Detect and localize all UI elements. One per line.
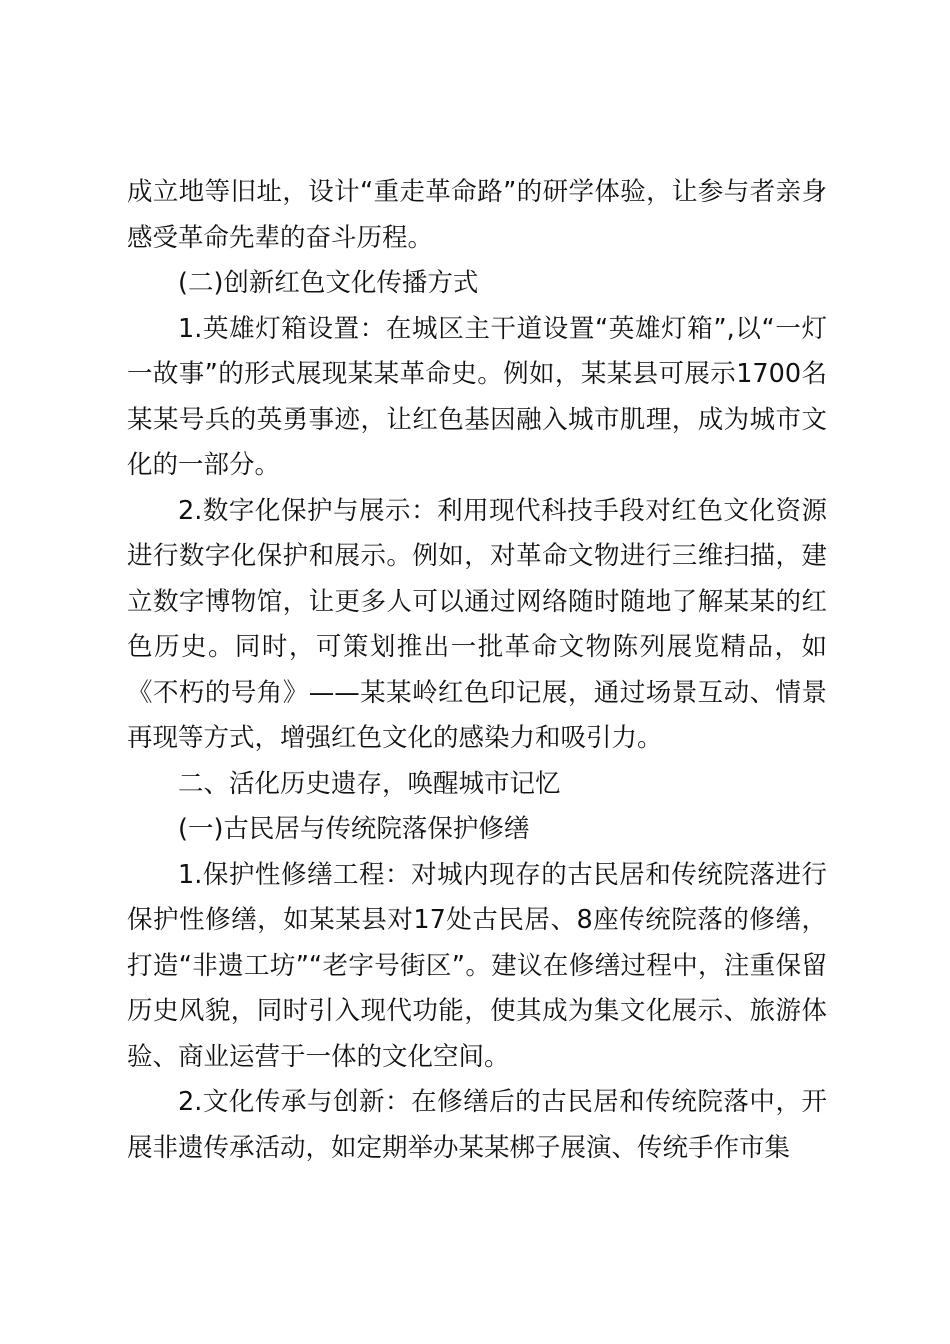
paragraph-digital-protection: 2.数字化保护与展示：利用现代科技手段对红色文化资源进行数字化保护和展示。例如，对革命文物进行三维扫描，建立数字博物馆，让更多人可以通过网络随时随地了解某某的红色历史。同时，可策划推出一批革命文物陈列展览精品，如《不朽的号角》——某某岭红色印记展，通过场景互动、情景再现等方式，增强红色文化的感染力和吸引力。 (127, 495, 827, 753)
document-body (127, 170, 827, 1171)
paragraph-hero-lightbox: 1.英雄灯箱设置：在城区主干道设置“英雄灯箱”,以“一灯一故事”的形式展现某某革命史。例如，某某县可展示1700名某某号兵的英勇事迹，让红色基因融入城市肌理，成为城市文化的一部分。 (127, 313, 827, 480)
subheading-innovate-communication: (二)创新红色文化传播方式 (178, 268, 479, 298)
paragraph-restoration-project: 1.保护性修缮工程：对城内现存的古民居和传统院落进行保护性修缮，如某某县对17处古民居、8座传统院落的修缮，打造“非遗工坊”“老字号街区”。建议在修缮过程中，注重保留历史风貌，同时引入现代功能，使其成为集文化展示、旅游体验、商业运营于一体的文化空间。 (127, 859, 827, 1072)
paragraph-continuation: 成立地等旧址，设计“重走革命路”的研学体验，让参与者亲身感受革命先辈的奋斗历程。 (127, 177, 827, 253)
section-heading-historical-remains: 二、活化历史遗存，唤醒城市记忆 (178, 768, 561, 799)
subheading-ancient-dwellings: (一)古民居与传统院落保护修缮 (178, 814, 530, 844)
paragraph-cultural-inheritance: 2.文化传承与创新：在修缮后的古民居和传统院落中，开展非遗传承活动，如定期举办某某梆子展演、传统手作市集 (127, 1087, 827, 1163)
